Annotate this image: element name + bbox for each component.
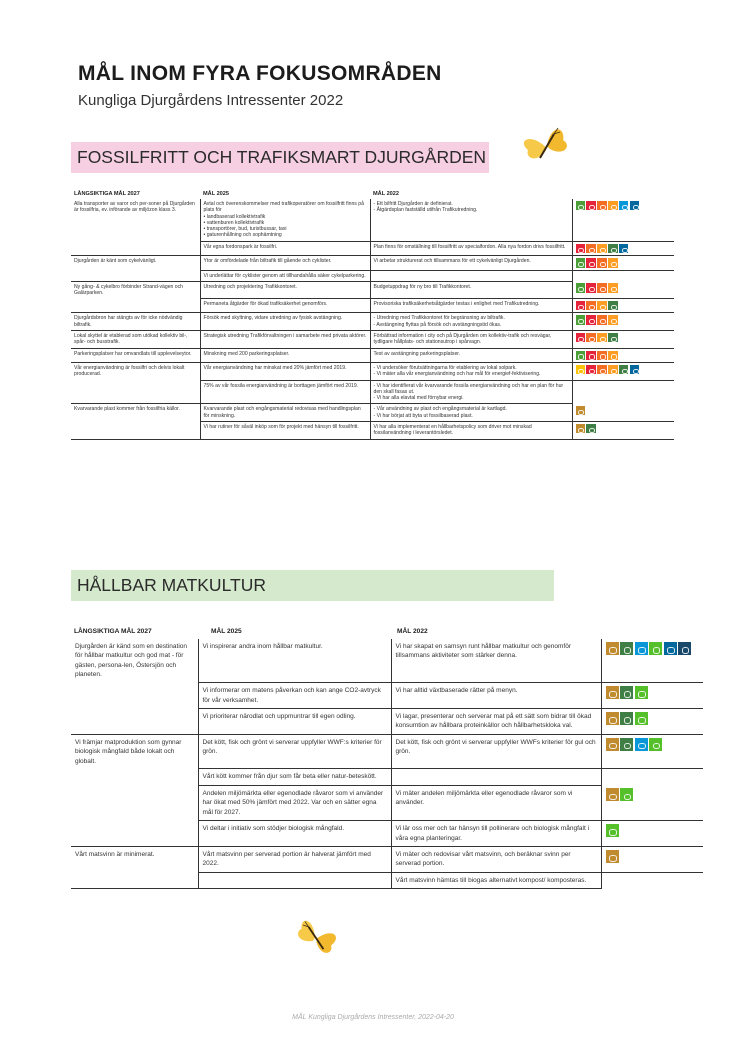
goal-2025-cell: Vi inspirerar andra inom hållbar matkultur. xyxy=(198,639,391,683)
sdg-icons-cell xyxy=(572,404,674,422)
sdg-goal-icon xyxy=(597,315,606,324)
goal-2022-cell: Vi mäter och redovisar vårt matsvinn, och beräknar svinn per serverad portion. xyxy=(391,846,601,872)
sdg-goal-icon xyxy=(620,738,633,751)
table-row xyxy=(71,348,674,362)
sdg-goal-icon xyxy=(597,333,606,342)
long-term-goal-cell: Kvarvarande plast kommer från fossilfria källor. xyxy=(71,404,200,422)
goal-2025-cell: Kvarvarande plast och engångsmaterial redovisas med handlingsplan för minskning. xyxy=(200,404,370,422)
goal-2025-cell: Vi underlättar för cyklister genom att tillhandahålla säker cykelparkering. xyxy=(200,270,370,281)
table-row xyxy=(71,330,674,348)
sdg-goal-icon xyxy=(586,301,595,310)
sdg-goal-icon xyxy=(597,301,606,310)
long-term-goal-cell xyxy=(71,785,198,820)
sdg-icons-cell xyxy=(572,422,674,440)
goal-2025-cell: Vår energianvändning har minskat med 20% jämfört med 2019. xyxy=(200,362,370,380)
sdg-goal-icon xyxy=(619,365,628,374)
sdg-goal-icon xyxy=(608,351,617,360)
table-row xyxy=(71,298,674,312)
sdg-icons-cell xyxy=(572,270,674,281)
sdg-goal-icon xyxy=(608,315,617,324)
goal-2022-cell: Vårt matsvinn hämtas till biogas alternativt kompost/ komposteras. xyxy=(391,872,601,888)
goal-2022-cell: - Vi undersöker förutsättningarna för etablering av lokal solpark. - Vi mäter alla vår energianvändning och har mål för energief-fektivisering. xyxy=(370,362,572,380)
long-term-goal-cell: Djurgårdsbron har stängts av för icke nödvändig biltrafik. xyxy=(71,313,200,331)
sdg-goal-icon xyxy=(620,642,633,655)
goal-2025-cell: 75% av vår fossila energianvändning är borttagen jämfört med 2019. xyxy=(200,380,370,404)
page-footer: MÅL Kungliga Djurgårdens Intressenter, 2022-04-20 xyxy=(292,1014,454,1021)
goal-2025-cell: Andelen miljömärkta eller egenodlade råvaror som vi använder har ökat med 50% jämfört med 2022. Var och en sätter egna mål för 2027. xyxy=(198,785,391,820)
sdg-goal-icon xyxy=(620,686,633,699)
sdg-icons-cell xyxy=(601,821,703,847)
section2-table xyxy=(71,639,703,889)
goal-2022-cell: Vi lagar, presenterar och serverar mat på ett sätt som bidrar till ökad konsumtion av hållbara proteinkällor och hållbarhetskloka val. xyxy=(391,708,601,734)
goal-2022-cell: Plan finns för omställning till fossilfritt av specialfordon. Alla nya fordon drivs fossilfritt. xyxy=(370,241,572,255)
table-row xyxy=(71,846,703,872)
sdg-goal-icon xyxy=(606,788,619,801)
s1-col-header-2025: MÅL 2025 xyxy=(203,191,230,197)
goal-2022-cell: Det kött, fisk och grönt vi serverar uppfyller WWFs kriterier för gul och grön. xyxy=(391,734,601,769)
sdg-icons-cell xyxy=(601,734,703,769)
long-term-goal-cell: Lokal skyttel är etablerad som utökad kollektiv bil-, spår- och busstrafik. xyxy=(71,330,200,348)
section1-table xyxy=(71,199,674,440)
goal-2025-cell: Vår egna fordonspark är fossilfri. xyxy=(200,241,370,255)
goal-2022-cell: Vi har alltid växtbaserade rätter på menyn. xyxy=(391,683,601,709)
sdg-goal-icon xyxy=(608,258,617,267)
table-row xyxy=(71,785,703,820)
sdg-goal-icon xyxy=(586,201,595,210)
sdg-goal-icon xyxy=(597,201,606,210)
sdg-icons-cell xyxy=(601,708,703,734)
table-row xyxy=(71,241,674,255)
long-term-goal-cell xyxy=(71,872,198,888)
sdg-icons-cell xyxy=(601,846,703,872)
long-term-goal-cell xyxy=(71,821,198,847)
sdg-goal-icon xyxy=(576,201,585,210)
sdg-goal-icon xyxy=(576,258,585,267)
goal-2022-cell: Förbättrad information i city och på Djurgården om kollektiv-trafik och resvägar, tydligare hållplats- och stationsutrop i spårvagn. xyxy=(370,330,572,348)
sdg-goal-icon xyxy=(586,424,595,433)
sdg-icons-cell xyxy=(572,281,674,298)
sdg-goal-icon xyxy=(576,333,585,342)
sdg-goal-icon xyxy=(635,686,648,699)
goal-2025-cell: Vi prioriterar närodlat och uppmuntrar till egen odling. xyxy=(198,708,391,734)
long-term-goal-cell: Parkeringsplatser har omvandlats till upplevelseytor. xyxy=(71,348,200,362)
sdg-goal-icon xyxy=(586,365,595,374)
sdg-goal-icon xyxy=(586,333,595,342)
goal-2022-cell: Test av avstängning parkeringsplatser. xyxy=(370,348,572,362)
sdg-goal-icon xyxy=(620,712,633,725)
table-row xyxy=(71,256,674,270)
sdg-goal-icon xyxy=(597,365,606,374)
sdg-goal-icon xyxy=(606,824,619,837)
table-row xyxy=(71,404,674,422)
page-title: MÅL INOM FYRA FOKUSOMRÅDEN xyxy=(78,62,442,85)
table-row xyxy=(71,422,674,440)
sdg-goal-icon xyxy=(678,642,691,655)
table-row xyxy=(71,821,703,847)
goal-2025-cell: Vi deltar i initiativ som stödjer biologisk mångfald. xyxy=(198,821,391,847)
sdg-goal-icon xyxy=(597,283,606,292)
long-term-goal-cell xyxy=(71,241,200,255)
sdg-goal-icon xyxy=(576,244,585,253)
s1-col-header-2027: LÅNGSIKTIGA MÅL 2027 xyxy=(74,191,140,197)
sdg-icons-cell xyxy=(601,639,703,683)
sdg-goal-icon xyxy=(606,850,619,863)
sdg-goal-icon xyxy=(576,424,585,433)
sdg-icons-cell xyxy=(572,313,674,331)
goal-2022-cell: Vi lär oss mer och tar hänsyn till pollinerare och biologisk mångfalt i våra egna planteringar. xyxy=(391,821,601,847)
sdg-goal-icon xyxy=(576,365,585,374)
sdg-goal-icon xyxy=(649,642,662,655)
goal-2025-cell: Vi informerar om matens påverkan och kan ange CO2-avtryck för vår verksamhet. xyxy=(198,683,391,709)
sdg-icons-cell xyxy=(572,241,674,255)
goal-2025-cell: Permaneta åtgärder för ökad trafiksäkerhet genomförs. xyxy=(200,298,370,312)
long-term-goal-cell: Alla transporter av varor och per-soner på Djurgården är fossilfria, ev. införande av miljözon klass 3. xyxy=(71,199,200,241)
butterfly-icon xyxy=(518,118,574,174)
long-term-goal-cell: Vårt matsvinn är minimerat. xyxy=(71,846,198,872)
goal-2025-cell: Vårt matsvinn per serverad portion är halverat jämfört med 2022. xyxy=(198,846,391,872)
sdg-goal-icon xyxy=(576,301,585,310)
long-term-goal-cell xyxy=(71,380,200,404)
goal-2025-cell: Det kött, fisk och grönt vi serverar uppfyller WWF:s kriterier för grön. xyxy=(198,734,391,769)
goal-2022-cell: Vi mäter andelen miljömärkta eller egenodlade råvaror som vi använder. xyxy=(391,785,601,820)
goal-2022-cell: - Utredning med Trafikkontoret för begränsning av biltrafik. - Avstängning flyttas på försök och avstängningstid ökas. xyxy=(370,313,572,331)
sdg-goal-icon xyxy=(635,738,648,751)
table-row xyxy=(71,683,703,709)
goal-2025-cell: Försök med skyltning, vidare utredning av fysisk avstängning. xyxy=(200,313,370,331)
sdg-goal-icon xyxy=(576,351,585,360)
goal-2022-cell xyxy=(370,270,572,281)
table-row xyxy=(71,769,703,785)
sdg-goal-icon xyxy=(576,315,585,324)
s1-col-header-2022: MÅL 2022 xyxy=(373,191,400,197)
long-term-goal-cell xyxy=(71,298,200,312)
goal-2025-cell xyxy=(198,872,391,888)
goal-2025-cell: Vårt kött kommer från djur som får beta eller natur-beteskött. xyxy=(198,769,391,785)
sdg-goal-icon xyxy=(635,712,648,725)
sdg-icons-cell xyxy=(572,380,674,404)
long-term-goal-cell: Vår energianvändning är fossilfri och delvis lokalt producerad. xyxy=(71,362,200,380)
sdg-goal-icon xyxy=(606,686,619,699)
sdg-goal-icon xyxy=(576,283,585,292)
sdg-goal-icon xyxy=(630,201,639,210)
sdg-goal-icon xyxy=(635,642,648,655)
sdg-goal-icon xyxy=(608,244,617,253)
goal-2022-cell xyxy=(391,769,601,785)
sdg-goal-icon xyxy=(608,201,617,210)
table-row xyxy=(71,380,674,404)
long-term-goal-cell: Vi främjar matproduktion som gynnar biologisk mångfald både lokalt och globalt. xyxy=(71,734,198,769)
sdg-goal-icon xyxy=(608,301,617,310)
sdg-goal-icon xyxy=(586,351,595,360)
sdg-goal-icon xyxy=(608,283,617,292)
sdg-goal-icon xyxy=(649,738,662,751)
table-row xyxy=(71,281,674,298)
goal-2025-cell: Ytor är omfördelade från biltrafik till gående och cyklister. xyxy=(200,256,370,270)
page-subtitle: Kungliga Djurgårdens Intressenter 2022 xyxy=(78,92,344,109)
sdg-goal-icon xyxy=(620,788,633,801)
s2-col-header-2025: MÅL 2025 xyxy=(211,628,242,635)
sdg-icons-cell xyxy=(601,785,703,820)
section1-title: FOSSILFRITT OCH TRAFIKSMART DJURGÅRDEN xyxy=(71,142,489,173)
sdg-icons-cell xyxy=(601,769,703,785)
goal-2022-cell: - Ett bilfritt Djurgården är definierat. - Åtgärdsplan fastställd utifrån Trafikutredning. xyxy=(370,199,572,241)
butterfly-icon xyxy=(290,912,342,964)
sdg-icons-cell xyxy=(572,256,674,270)
long-term-goal-cell xyxy=(71,270,200,281)
sdg-goal-icon xyxy=(597,258,606,267)
table-row xyxy=(71,313,674,331)
table-row xyxy=(71,270,674,281)
long-term-goal-cell: Ny gång- & cykelbro förbinder Strand-vägen och Galärparken. xyxy=(71,281,200,298)
table-row xyxy=(71,362,674,380)
sdg-goal-icon xyxy=(597,351,606,360)
sdg-goal-icon xyxy=(608,333,617,342)
section2-title: HÅLLBAR MATKULTUR xyxy=(71,570,554,601)
table-row xyxy=(71,708,703,734)
goal-2022-cell: Vi arbetar strukturerat och tillsammans för ett cykelvänligt Djurgården. xyxy=(370,256,572,270)
sdg-icons-cell xyxy=(601,872,703,888)
sdg-icons-cell xyxy=(572,330,674,348)
sdg-goal-icon xyxy=(586,283,595,292)
sdg-goal-icon xyxy=(606,712,619,725)
sdg-goal-icon xyxy=(586,315,595,324)
sdg-goal-icon xyxy=(606,738,619,751)
goal-2022-cell: - Vår användning av plast och engångsmaterial är kartlagd. - Vi har börjat att byta ut fossilbaserad plast. xyxy=(370,404,572,422)
goal-2022-cell: Budgetuppdrag för ny bro till Trafikkontoret. xyxy=(370,281,572,298)
goal-2025-cell: Avtal och överenskommelser med trafikoperatörer om fossilfritt finns på plats för • landbaserad kollektivtrafik • vattenburen kollektivtrafik • transportörer, bud, turistbussar, taxi • gaturenhållning och sophämtning xyxy=(200,199,370,241)
sdg-icons-cell xyxy=(572,362,674,380)
goal-2025-cell: Minskning med 200 parkeringsplatser. xyxy=(200,348,370,362)
sdg-goal-icon xyxy=(597,244,606,253)
sdg-icons-cell xyxy=(601,683,703,709)
sdg-goal-icon xyxy=(586,258,595,267)
goal-2025-cell: Strategisk utredning Trafikförvaltningen i samarbete med privata aktörer. xyxy=(200,330,370,348)
table-row xyxy=(71,199,674,241)
sdg-goal-icon xyxy=(619,244,628,253)
sdg-icons-cell xyxy=(572,348,674,362)
goal-2022-cell: Vi har skapat en samsyn runt hållbar matkultur och genomför tillsammans aktiviteter som stärker denna. xyxy=(391,639,601,683)
goal-2025-cell: Utredning och projektering Trafikkontoret. xyxy=(200,281,370,298)
sdg-goal-icon xyxy=(606,642,619,655)
sdg-goal-icon xyxy=(586,244,595,253)
sdg-goal-icon xyxy=(664,642,677,655)
goal-2022-cell: Provisoriska trafiksäkerhetsåtgärder testas i enlighet med Trafikutredning. xyxy=(370,298,572,312)
goal-2022-cell: Vi har alla implementerat en hållbarhetspolicy som driver mot minskad fossilanvändning i leverantörsledet. xyxy=(370,422,572,440)
goal-2022-cell: - Vi har identifierat vår kvarvarande fossila energianvändning och har en plan för hur den skall fasas ut. - Vi har alla elavtal med förnybar energi. xyxy=(370,380,572,404)
table-row xyxy=(71,734,703,769)
sdg-goal-icon xyxy=(576,406,585,415)
long-term-goal-cell: Djurgården är känd som en destination för hållbar matkultur och god mat - för gästen, persona-len, Östersjön och planeten. xyxy=(71,639,198,683)
long-term-goal-cell: Djurgården är känt som cykelvänligt. xyxy=(71,256,200,270)
long-term-goal-cell xyxy=(71,683,198,709)
long-term-goal-cell xyxy=(71,422,200,440)
table-row xyxy=(71,639,703,683)
long-term-goal-cell xyxy=(71,769,198,785)
table-row xyxy=(71,872,703,888)
goal-2025-cell: Vi har rutiner för såväl inköp som för projekt med hänsyn till fossilfritt. xyxy=(200,422,370,440)
sdg-goal-icon xyxy=(619,201,628,210)
long-term-goal-cell xyxy=(71,708,198,734)
sdg-icons-cell xyxy=(572,199,674,241)
s2-col-header-2027: LÅNGSIKTIGA MÅL 2027 xyxy=(74,628,152,635)
sdg-goal-icon xyxy=(630,365,639,374)
sdg-goal-icon xyxy=(608,365,617,374)
s2-col-header-2022: MÅL 2022 xyxy=(397,628,428,635)
sdg-icons-cell xyxy=(572,298,674,312)
